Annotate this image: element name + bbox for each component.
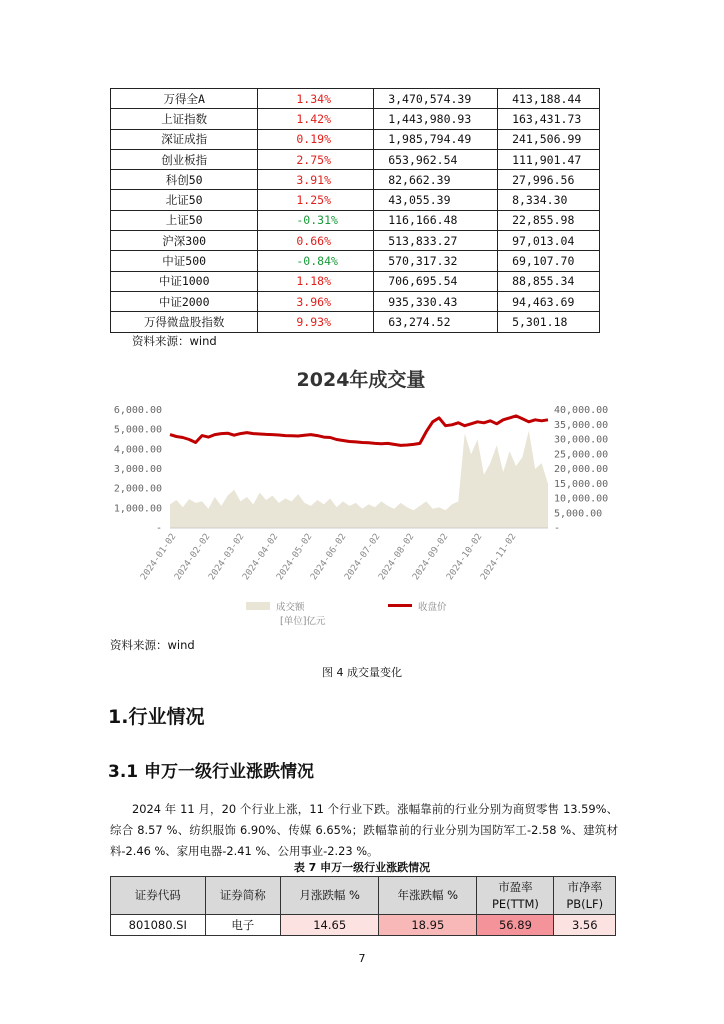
- legend-label-turnover: 成交额: [276, 602, 305, 613]
- index-cell-v1: 1,443,980.93: [374, 109, 498, 129]
- right-axis-tick: 15,000.00: [554, 478, 609, 490]
- index-cell-pct: 2.75%: [258, 149, 374, 169]
- x-axis-tick: 2024-01-02: [139, 531, 179, 583]
- x-axis-tick: 2024-11-02: [479, 531, 519, 583]
- sw-cell-m: 14.65: [281, 915, 379, 936]
- index-cell-name: 万得全A: [111, 89, 258, 109]
- x-axis-tick: 2024-02-02: [173, 531, 213, 583]
- sw-header-cell: 市盈率 PE(TTM): [477, 877, 554, 915]
- x-axis-tick: 2024-04-02: [241, 531, 281, 583]
- index-cell-v2: 97,013.04: [498, 231, 600, 251]
- sw-row: [111, 915, 616, 936]
- index-row: [111, 251, 600, 271]
- index-row: [111, 109, 600, 129]
- x-axis-tick: 2024-10-02: [445, 531, 485, 583]
- sw-cell-name: 电子: [205, 915, 281, 936]
- turnover-area-series: [170, 431, 548, 528]
- trading-volume-chart: [104, 360, 624, 630]
- index-cell-pct: 0.66%: [258, 231, 374, 251]
- index-cell-pct: 0.19%: [258, 129, 374, 149]
- sw-cell-pb: 3.56: [554, 915, 616, 936]
- x-axis-tick: 2024-06-02: [309, 531, 349, 583]
- legend-swatch-turnover: [246, 602, 270, 610]
- legend-label-close: 收盘价: [418, 602, 447, 613]
- sw-header-cell: 市净率 PB(LF): [554, 877, 616, 915]
- index-cell-pct: 3.96%: [258, 291, 374, 311]
- index-cell-name: 创业板指: [111, 149, 258, 169]
- index-cell-name: 深证成指: [111, 129, 258, 149]
- index-cell-pct: 9.93%: [258, 312, 374, 332]
- sw-cell-code: 801080.SI: [111, 915, 206, 936]
- sw-header-cell: 证券代码: [111, 877, 206, 915]
- left-axis-tick: 6,000.00: [113, 405, 162, 416]
- right-axis-tick: 35,000.00: [554, 419, 609, 431]
- index-row: [111, 231, 600, 251]
- x-axis-tick: 2024-07-02: [343, 531, 383, 583]
- index-row: [111, 149, 600, 169]
- index-cell-v2: 5,301.18: [498, 312, 600, 332]
- index-cell-name: 中证2000: [111, 291, 258, 311]
- index-row: [111, 89, 600, 109]
- body-paragraph: [110, 799, 618, 862]
- index-cell-pct: 1.42%: [258, 109, 374, 129]
- close-price-line-series: [170, 416, 548, 446]
- index-cell-v1: 43,055.39: [374, 190, 498, 210]
- index-cell-pct: -0.31%: [258, 210, 374, 230]
- index-cell-pct: 3.91%: [258, 170, 374, 190]
- x-axis-tick: 2024-05-02: [275, 531, 315, 583]
- x-axis-tick: 2024-03-02: [207, 531, 247, 583]
- sw-cell-y: 18.95: [379, 915, 477, 936]
- index-cell-v1: 63,274.52: [374, 312, 498, 332]
- index-row: [111, 210, 600, 230]
- chart-title: 2024年成交量: [296, 369, 426, 391]
- right-axis-tick: 25,000.00: [554, 449, 609, 461]
- section-heading: 1.行业情况: [108, 706, 205, 728]
- right-axis-tick: 5,000.00: [554, 508, 603, 520]
- index-cell-v2: 413,188.44: [498, 89, 600, 109]
- index-cell-name: 万得微盘股指数: [111, 312, 258, 332]
- index-row: [111, 291, 600, 311]
- sw-cell-pe: 56.89: [477, 915, 554, 936]
- index-row: [111, 170, 600, 190]
- index-cell-v1: 653,962.54: [374, 149, 498, 169]
- left-axis-tick: 1,000.00: [113, 503, 162, 515]
- index-cell-v2: 94,463.69: [498, 291, 600, 311]
- index-cell-pct: -0.84%: [258, 251, 374, 271]
- index-cell-name: 上证50: [111, 210, 258, 230]
- right-axis-tick: 10,000.00: [554, 493, 609, 505]
- subsection-heading: 3.1 申万一级行业涨跌情况: [108, 762, 315, 782]
- index-cell-v1: 116,166.48: [374, 210, 498, 230]
- sw-header-cell: 年涨跌幅 %: [379, 877, 477, 915]
- left-axis-tick: 4,000.00: [113, 444, 162, 456]
- x-axis-tick: 2024-08-02: [377, 531, 417, 583]
- right-axis-tick: 20,000.00: [554, 464, 609, 475]
- index-row: [111, 129, 600, 149]
- left-axis-tick: -: [155, 523, 162, 534]
- index-cell-v1: 1,985,794.49: [374, 129, 498, 149]
- right-axis-tick: 40,000.00: [554, 405, 609, 416]
- index-cell-v1: 3,470,574.39: [374, 89, 498, 109]
- sw-industry-table: [110, 876, 616, 936]
- table-caption: 表 7 申万一级行业涨跌情况: [293, 861, 431, 874]
- index-row: [111, 190, 600, 210]
- index-cell-v1: 513,833.27: [374, 231, 498, 251]
- index-cell-v1: 935,330.43: [374, 291, 498, 311]
- index-cell-name: 上证指数: [111, 109, 258, 129]
- index-cell-pct: 1.18%: [258, 271, 374, 291]
- index-cell-v2: 22,855.98: [498, 210, 600, 230]
- index-cell-v2: 27,996.56: [498, 170, 600, 190]
- page-number: 7: [358, 952, 366, 965]
- right-axis-tick: -: [554, 523, 561, 534]
- index-cell-v2: 163,431.73: [498, 109, 600, 129]
- legend-swatch-close: [388, 604, 412, 607]
- left-axis-tick: 3,000.00: [113, 464, 162, 475]
- index-cell-v2: 88,855.34: [498, 271, 600, 291]
- index-cell-v2: 69,107.70: [498, 251, 600, 271]
- source-note-2: 资料来源：wind: [110, 638, 195, 652]
- sw-header-cell: 月涨跌幅 %: [281, 877, 379, 915]
- left-axis-tick: 5,000.00: [113, 424, 162, 436]
- index-cell-pct: 1.25%: [258, 190, 374, 210]
- index-cell-v1: 570,317.32: [374, 251, 498, 271]
- index-cell-name: 沪深300: [111, 231, 258, 251]
- index-cell-v2: 241,506.99: [498, 129, 600, 149]
- paragraph-text: 2024 年 11 月，20 个行业上涨，11 个行业下跌。涨幅靠前的行业分别为商贸零售 13.59%、综合 8.57 %、纺织服饰 6.90%、传媒 6.65%；跌幅靠前的行业分别为国防军工-2.58 %、建筑材料-2.46 %、家用电器-2.41 %、公用事业-2.23 %。: [110, 802, 618, 858]
- index-cell-v2: 8,334.30: [498, 190, 600, 210]
- left-axis-tick: 2,000.00: [113, 483, 162, 495]
- index-performance-table: [110, 88, 600, 333]
- source-note-1: 资料来源：wind: [132, 334, 217, 348]
- index-cell-name: 中证500: [111, 251, 258, 271]
- index-cell-v2: 111,901.47: [498, 149, 600, 169]
- unit-note: [单位]亿元: [280, 616, 326, 627]
- index-cell-name: 中证1000: [111, 271, 258, 291]
- index-cell-pct: 1.34%: [258, 89, 374, 109]
- index-cell-name: 科创50: [111, 170, 258, 190]
- figure-caption: 图 4 成交量变化: [322, 666, 402, 679]
- index-row: [111, 271, 600, 291]
- x-axis-tick: 2024-09-02: [411, 531, 451, 583]
- index-cell-v1: 82,662.39: [374, 170, 498, 190]
- sw-header-cell: 证券简称: [205, 877, 281, 915]
- index-cell-name: 北证50: [111, 190, 258, 210]
- index-cell-v1: 706,695.54: [374, 271, 498, 291]
- right-axis-tick: 30,000.00: [554, 434, 609, 446]
- index-row: [111, 312, 600, 332]
